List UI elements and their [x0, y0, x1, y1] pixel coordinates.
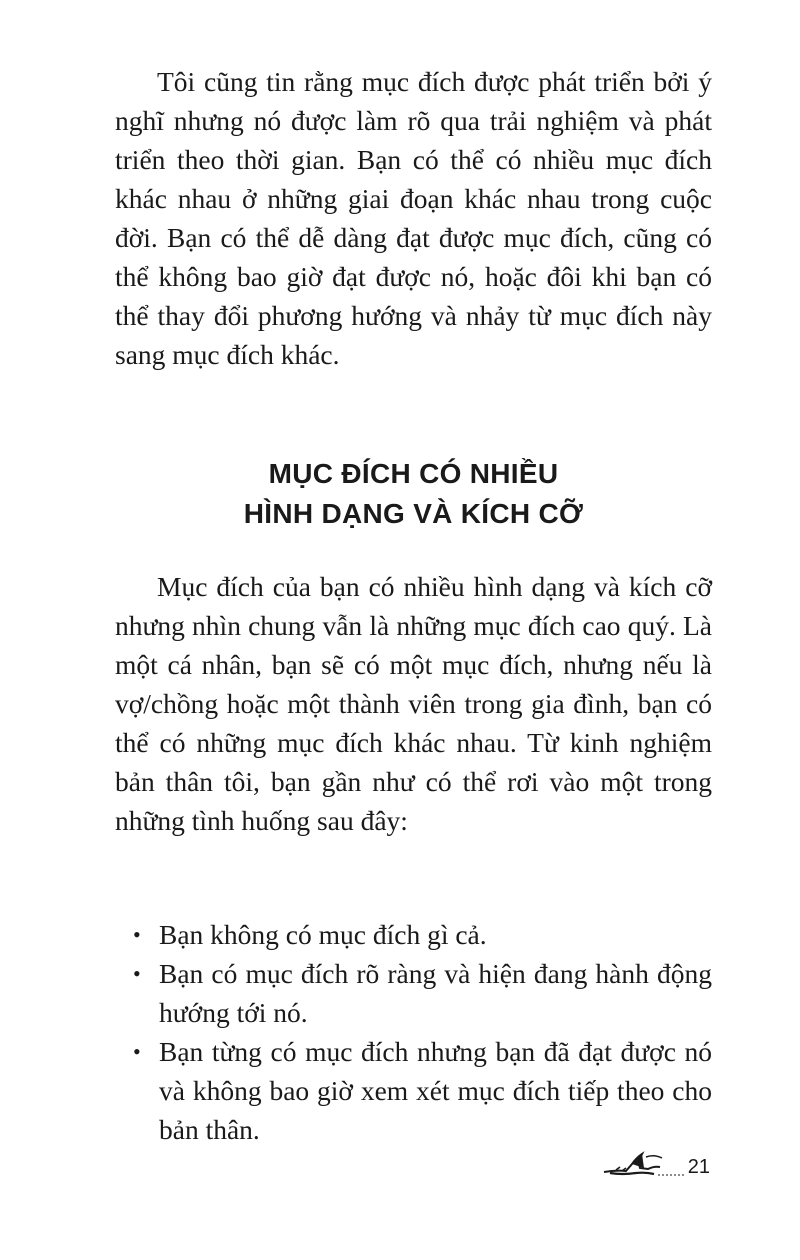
section-heading-line-2: HÌNH DẠNG VÀ KÍCH CỠ: [243, 498, 584, 529]
paragraph-purpose-development: Tôi cũng tin rằng mục đích được phát triển bởi ý nghĩ nhưng nó được làm rõ qua trải nghiệm và phát triển theo thời gian. Bạn có thể có nhiều mục đích khác nhau ở những giai đoạn khác nhau trong cuộc đời. Bạn có thể dễ dàng đạt được mục đích, cũng có thể không bao giờ đạt được nó, hoặc đôi khi bạn có thể thay đổi phương hướng và nhảy từ mục đích này sang mục đích khác.: [115, 66, 712, 370]
page-number: 21: [687, 1156, 710, 1178]
sailboat-ornament-icon: [602, 1148, 684, 1178]
list-item-text: Bạn có mục đích rõ ràng và hiện đang hành động hướng tới nó.: [159, 958, 712, 1028]
section-heading-line-1: MỤC ĐÍCH CÓ NHIỀU: [268, 458, 559, 489]
list-item-text: Bạn không có mục đích gì cả.: [159, 919, 487, 950]
bullet-icon: •: [133, 961, 141, 986]
section-heading: [115, 454, 712, 534]
bullet-icon: •: [133, 922, 141, 947]
situation-list: [115, 915, 712, 1149]
list-item: [115, 915, 712, 954]
list-item: [115, 954, 712, 1032]
paragraph-purpose-shapes: Mục đích của bạn có nhiều hình dạng và kích cỡ nhưng nhìn chung vẫn là những mục đích cao quý. Là một cá nhân, bạn sẽ có một mục đích, nhưng nếu là vợ/chồng hoặc một thành viên trong gia đình, bạn có thể có những mục đích khác nhau. Từ kinh nghiệm bản thân tôi, bạn gần như có thể rơi vào một trong những tình huống sau đây:: [115, 571, 712, 836]
list-item: [115, 1032, 712, 1149]
page-footer: [602, 1148, 710, 1178]
bullet-icon: •: [133, 1039, 141, 1064]
list-item-text: Bạn từng có mục đích nhưng bạn đã đạt được nó và không bao giờ xem xét mục đích tiếp theo cho bản thân.: [159, 1036, 712, 1145]
